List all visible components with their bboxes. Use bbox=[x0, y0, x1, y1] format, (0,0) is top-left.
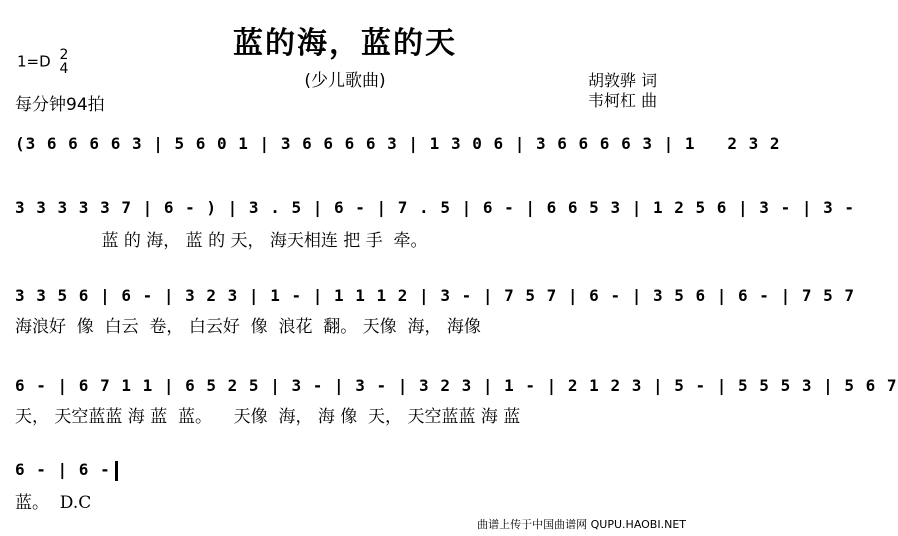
lyrics-line-3: 海浪好 像 白云 卷， 白云好 像 浪花 翻。 天像 海， 海像 bbox=[15, 317, 481, 337]
notation-line-5-text: 6 - | 6 - bbox=[15, 460, 111, 479]
composer-credit: 韦柯杠 曲 bbox=[588, 91, 658, 110]
lyrics-line-5: 蓝。 D.C bbox=[15, 493, 92, 513]
notation-line-5 bbox=[15, 460, 118, 481]
final-barline bbox=[115, 461, 118, 481]
notation-line-2: 3 3 3 3 3 7 | 6 - ) | 3 . 5 | 6 - | 7 . 5 | 6 - | 6 6 5 3 | 1 2 5 6 | 3 - | 3 - bbox=[15, 198, 855, 217]
notation-line-4: 6 - | 6 7 1 1 | 6 5 2 5 | 3 - | 3 - | 3 2 3 | 1 - | 2 1 2 3 | 5 - | 5 5 5 3 | 5 6 7 bbox=[15, 376, 898, 395]
song-title: 蓝的海，蓝的天 bbox=[233, 26, 457, 61]
time-top: 2 bbox=[59, 47, 69, 63]
key-label: 1=D bbox=[17, 52, 51, 71]
notation-line-1: (3 6 6 6 6 3 | 5 6 0 1 | 3 6 6 6 6 3 | 1 3 0 6 | 3 6 6 6 6 3 | 1 2 3 2 bbox=[15, 134, 781, 153]
time-bottom: 4 bbox=[59, 61, 69, 77]
tempo-marking: 每分钟94拍 bbox=[15, 95, 105, 115]
key-signature bbox=[17, 48, 68, 76]
time-signature bbox=[59, 48, 68, 76]
song-subtitle: (少儿歌曲) bbox=[304, 71, 386, 91]
notation-line-3: 3 3 5 6 | 6 - | 3 2 3 | 1 - | 1 1 1 2 | 3 - | 7 5 7 | 6 - | 3 5 6 | 6 - | 7 5 7 bbox=[15, 286, 855, 305]
site-watermark: 曲谱上传于中国曲谱网 QUPU.HAOBI.NET bbox=[477, 518, 686, 531]
lyrics-line-2: 蓝 的 海， 蓝 的 天， 海天相连 把 手 牵。 bbox=[15, 231, 428, 251]
lyricist-credit: 胡敦骅 词 bbox=[588, 71, 658, 90]
lyrics-line-4: 天， 天空蓝蓝 海 蓝 蓝。 天像 海， 海 像 天， 天空蓝蓝 海 蓝 bbox=[15, 407, 521, 427]
